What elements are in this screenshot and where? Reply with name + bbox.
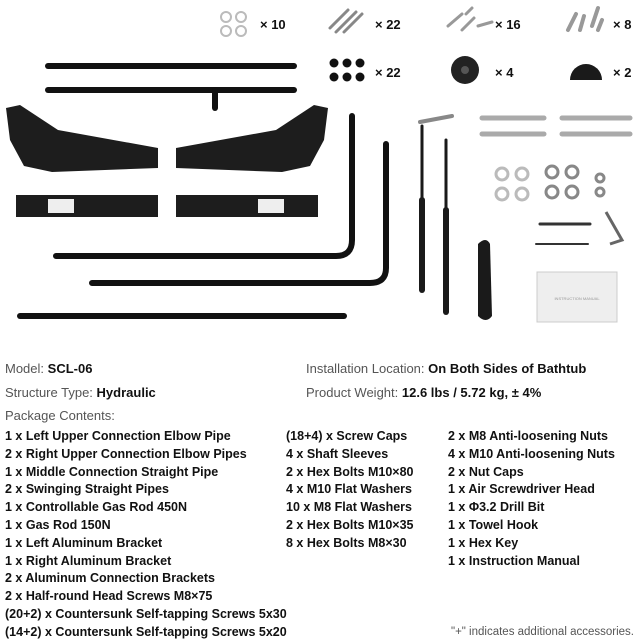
hex-key-icon: [606, 212, 622, 244]
footnote: "+" indicates additional accessories.: [450, 626, 634, 638]
structure-value: Hydraulic: [96, 385, 156, 400]
qty-washers-small: × 10: [260, 17, 286, 32]
spec-structure: [5, 385, 156, 400]
towel-hook-icon: [478, 240, 492, 320]
location-label: Installation Location:: [306, 361, 425, 376]
structure-label: Structure Type:: [5, 385, 93, 400]
list-item: (18+4) x Screw Caps: [286, 429, 408, 443]
list-item: 1 x Left Aluminum Bracket: [5, 535, 163, 550]
weight-value: 12.6 lbs / 5.72 kg, ± 4%: [401, 385, 542, 400]
list-item: 2 x Nut Caps: [448, 464, 524, 479]
nut-cap-round-icon: [570, 64, 602, 80]
spec-model: [5, 361, 92, 376]
elbow-bracket-left-icon: [6, 105, 158, 172]
aluminum-brackets-icon: [16, 195, 318, 217]
hex-bolts-large-icon: [482, 118, 630, 134]
list-item: 1 x Controllable Gas Rod 450N: [5, 500, 187, 515]
washers-small-icon: [221, 12, 246, 36]
list-item: 1 x Towel Hook: [448, 517, 539, 532]
list-item: 1 x Φ3.2 Drill Bit: [448, 500, 545, 515]
spec-weight: [306, 385, 541, 400]
drill-bits-icon: [536, 224, 590, 244]
list-item: 2 x M8 Anti-loosening Nuts: [448, 429, 608, 443]
qty-nut-caps: × 4: [495, 65, 514, 80]
list-item: 2 x Aluminum Connection Brackets: [5, 571, 215, 586]
list-item: 2 x Half-round Head Screws M8×75: [5, 589, 213, 604]
list-item: 4 x M10 Anti-loosening Nuts: [448, 446, 615, 461]
list-item: 10 x M8 Flat Washers: [286, 500, 412, 515]
list-item: 2 x Right Upper Connection Elbow Pipes: [5, 446, 247, 461]
model-label: Model:: [5, 361, 45, 376]
model-value: SCL-06: [47, 361, 93, 376]
list-item: 1 x Instruction Manual: [448, 553, 580, 568]
list-item: 8 x Hex Bolts M8×30: [286, 535, 407, 550]
manual-text: INSTRUCTION MANUAL: [554, 296, 600, 301]
gas-rods-icon: [420, 116, 452, 312]
qty-nut-caps-round: × 2: [613, 65, 632, 80]
package-contents-title: Package Contents:: [5, 408, 115, 423]
instruction-manual-icon: [537, 272, 617, 322]
list-item: 1 x Gas Rod 150N: [5, 517, 111, 532]
list-item: 1 x Middle Connection Straight Pipe: [5, 464, 219, 479]
screws-long-icon: [330, 10, 362, 32]
list-item: 1 x Left Upper Connection Elbow Pipe: [5, 429, 231, 443]
hex-bolts-small-icon: [568, 8, 602, 30]
location-value: On Both Sides of Bathtub: [428, 361, 587, 376]
list-item: (20+2) x Countersunk Self-tapping Screws 5x30: [5, 606, 287, 621]
caps-black-icon: [330, 59, 365, 82]
list-item: 1 x Right Aluminum Bracket: [5, 553, 172, 568]
screws-short-icon: [448, 8, 492, 30]
contents-column-3: [448, 428, 615, 570]
qty-screws-long: × 22: [375, 17, 401, 32]
qty-screws-short: × 16: [495, 17, 521, 32]
weight-label: Product Weight:: [306, 385, 399, 400]
washers-nuts-icon: [496, 166, 604, 200]
list-item: 2 x Hex Bolts M10×80: [286, 464, 414, 479]
qty-hex-bolts-small: × 8: [613, 17, 632, 32]
qty-caps-black: × 22: [375, 65, 401, 80]
contents-column-1: [5, 428, 287, 642]
list-item: 1 x Hex Key: [448, 535, 519, 550]
straight-pipes-icon: [48, 66, 294, 108]
list-item: (14+2) x Countersunk Self-tapping Screws 5x20: [5, 624, 287, 639]
shaft-sleeve-icon: [451, 56, 479, 84]
list-item: 2 x Hex Bolts M10×35: [286, 517, 414, 532]
contents-column-2: [286, 428, 414, 553]
list-item: 4 x Shaft Sleeves: [286, 446, 389, 461]
list-item: 4 x M10 Flat Washers: [286, 482, 412, 497]
list-item: 1 x Air Screwdriver Head: [448, 482, 595, 497]
list-item: 2 x Swinging Straight Pipes: [5, 482, 169, 497]
spec-location: [306, 361, 586, 376]
elbow-bracket-right-icon: [176, 105, 328, 172]
